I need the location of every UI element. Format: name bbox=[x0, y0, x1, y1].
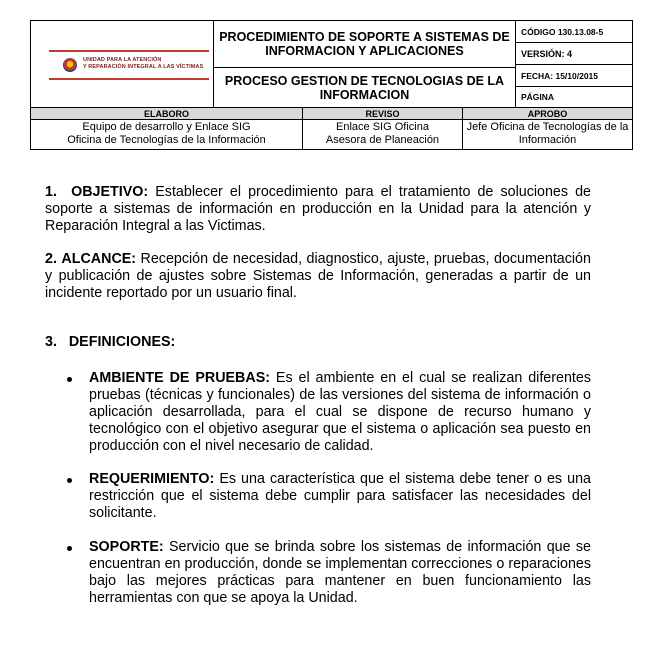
fecha-field: FECHA: 15/10/2015 bbox=[516, 65, 632, 87]
definition-text: Es el ambiente en el cual se realizan diferentes pruebas (técnicas y funcionales) de las versiones del sistema de información o aplicación desarrollada, para el cual se dispone de recurso humano y tecnológico con el objetivo asegurar que el sistema o aplicación sea puesto en producción con el nivel necesario de calidad. bbox=[89, 370, 591, 454]
pagina-field: PÁGINA bbox=[516, 87, 632, 108]
section-label: OBJETIVO: bbox=[71, 184, 149, 200]
section-objetivo bbox=[45, 184, 591, 235]
section-alcance bbox=[45, 251, 591, 302]
codigo-field: CÓDIGO 130.13.08-5 bbox=[516, 21, 632, 43]
section-number: 1. bbox=[45, 184, 57, 200]
bullet-icon bbox=[67, 478, 72, 483]
elaboro-line2: Oficina de Tecnologías de la Información bbox=[67, 134, 266, 146]
colombia-seal-icon bbox=[63, 58, 77, 72]
definition-text: Es una característica que el sistema debe tener o es una restricción que el sistema debe cumplir para satisfacer las necesidades del solicitante. bbox=[89, 471, 591, 521]
bullet-icon bbox=[67, 546, 72, 551]
reviso-value bbox=[303, 120, 463, 149]
aprobo-value bbox=[463, 120, 632, 149]
section-text: Recepción de necesidad, diagnostico, ajuste, pruebas, documentación y publicación de ajustes sobre Sistemas de Información, generadas a partir de un incidente reportado por un usuario final. bbox=[45, 251, 591, 301]
elaboro-header: ELABORO bbox=[31, 108, 303, 120]
definition-term: AMBIENTE DE PRUEBAS: bbox=[89, 370, 270, 386]
elaboro-line1: Equipo de desarrollo y Enlace SIG bbox=[82, 121, 251, 133]
process-title: PROCESO GESTION DE TECNOLOGIAS DE LA INFORMACION bbox=[214, 68, 516, 108]
definition-item bbox=[89, 370, 591, 455]
section-label: ALCANCE: bbox=[61, 251, 137, 267]
elaboro-value bbox=[31, 120, 303, 149]
definition-text: Servicio que se brinda sobre los sistemas de información que se encuentran en producción, donde se implementan correcciones o reparaciones bajo las mejores prácticas para mantener en buen funcionamiento las herramientas con que se apoya la Unidad. bbox=[89, 539, 591, 606]
logo-text-line1: UNIDAD PARA LA ATENCIÓN bbox=[83, 57, 162, 63]
section-label: DEFINICIONES: bbox=[68, 334, 176, 350]
definition-item bbox=[89, 471, 591, 522]
aprobo-line2: Información bbox=[518, 134, 577, 146]
bullet-icon bbox=[67, 377, 72, 382]
aprobo-header: APROBO bbox=[463, 108, 632, 120]
version-field: VERSIÓN: 4 bbox=[516, 43, 632, 65]
logo-text-line2: Y REPARACIÓN INTEGRAL A LAS VÍCTIMAS bbox=[83, 64, 204, 70]
definition-term: SOPORTE: bbox=[89, 539, 164, 555]
section-text: Establecer el procedimiento para el tratamiento de soluciones de soporte a sistemas de información en producción en la Unidad para la atención y Reparación Integral a las Victimas. bbox=[45, 184, 592, 234]
aprobo-line1: Jefe Oficina de Tecnologías de la bbox=[466, 121, 629, 133]
unidad-victimas-logo bbox=[49, 50, 209, 80]
logo-cell bbox=[31, 21, 214, 108]
reviso-line1: Enlace SIG Oficina bbox=[336, 121, 429, 133]
procedure-title: PROCEDIMIENTO DE SOPORTE A SISTEMAS DE INFORMACION Y APLICACIONES bbox=[214, 21, 516, 68]
section-number: 3. bbox=[45, 334, 57, 350]
section-definiciones-heading bbox=[45, 334, 591, 351]
definition-term: REQUERIMIENTO: bbox=[89, 471, 215, 487]
section-number: 2. bbox=[45, 251, 57, 267]
document-header-table bbox=[30, 20, 633, 150]
definition-item bbox=[89, 539, 591, 607]
reviso-header: REVISO bbox=[303, 108, 463, 120]
reviso-line2: Asesora de Planeación bbox=[325, 134, 440, 146]
